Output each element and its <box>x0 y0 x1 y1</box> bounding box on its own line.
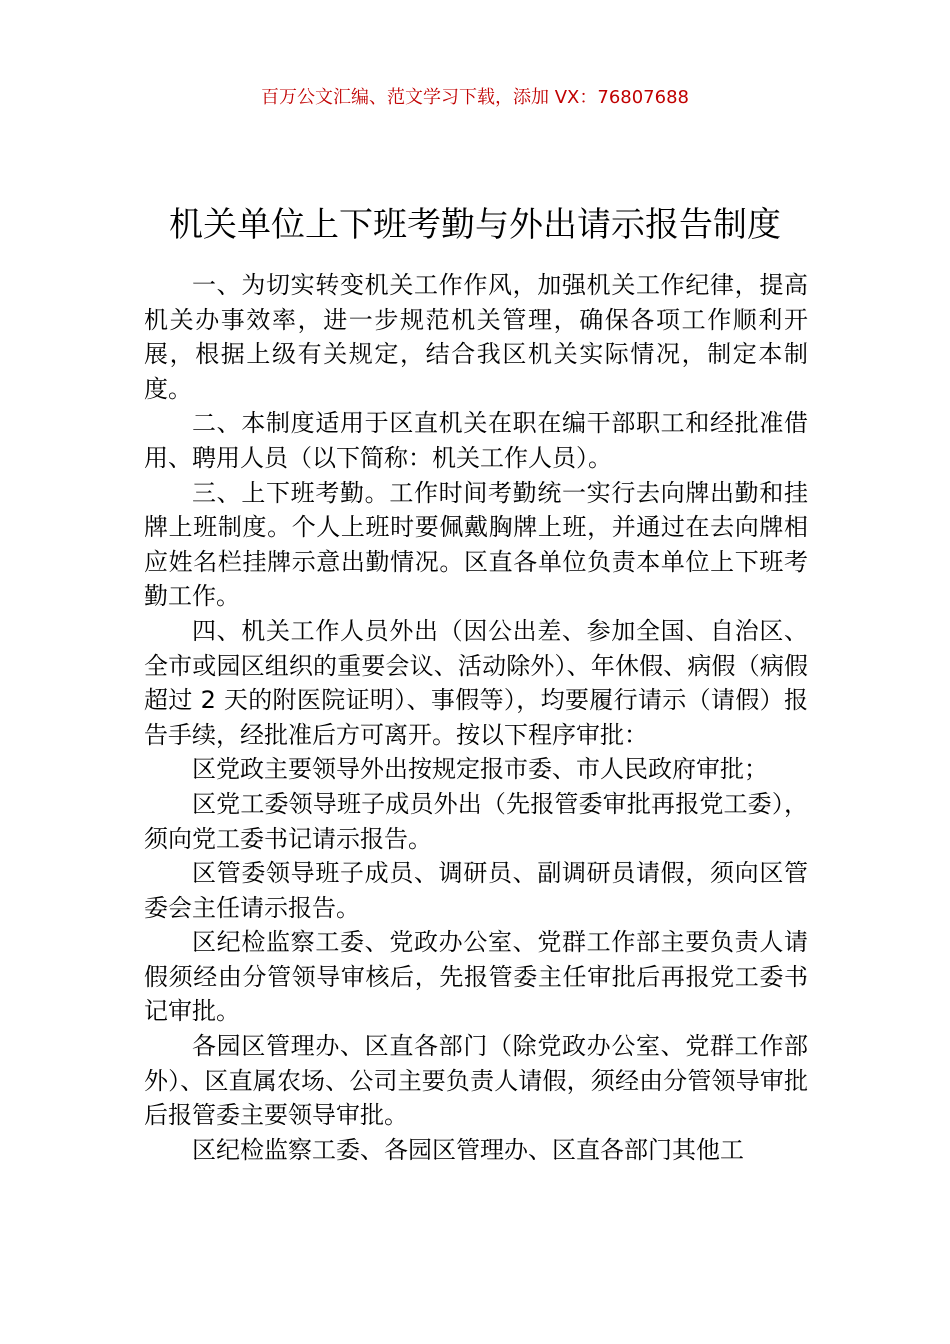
paragraph-4: 四、机关工作人员外出（因公出差、参加全国、自治区、全市或园区组织的重要会议、活动除外）、年休假、病假（病假超过 2 天的附医院证明）、事假等），均要履行请示（请假）报告手续，经批准后方可离开。按以下程序审批： <box>144 616 808 749</box>
paragraph-6: 区党工委领导班子成员外出（先报管委审批再报党工委），须向党工委书记请示报告。 <box>144 789 808 853</box>
paragraph-7: 区管委领导班子成员、调研员、副调研员请假，须向区管委会主任请示报告。 <box>144 859 808 922</box>
paragraph-9: 各园区管理办、区直各部门（除党政办公室、党群工作部外）、区直属农场、公司主要负责人请假，须经由分管领导审批后报管委主要领导审批。 <box>144 1032 808 1130</box>
document-title: 机关单位上下班考勤与外出请示报告制度 <box>169 204 781 245</box>
paragraph-10: 区纪检监察工委、各园区管理办、区直各部门其他工 <box>192 1135 744 1164</box>
paragraph-5: 区党政主要领导外出按规定报市委、市人民政府审批； <box>192 755 768 784</box>
paragraph-8: 区纪检监察工委、党政办公室、党群工作部主要负责人请假须经由分管领导审核后，先报管委主任审批后再报党工委书记审批。 <box>144 928 808 1026</box>
paragraph-3: 三、上下班考勤。工作时间考勤统一实行去向牌出勤和挂牌上班制度。个人上班时要佩戴胸牌上班，并通过在去向牌相应姓名栏挂牌示意出勤情况。区直各单位负责本单位上下班考勤工作。 <box>144 478 808 611</box>
paragraph-2: 二、本制度适用于区直机关在职在编干部职工和经批准借用、聘用人员（以下简称：机关工作人员）。 <box>144 409 808 472</box>
header-note: 百万公文汇编、范文学习下载，添加 VX：76807688 <box>261 87 689 108</box>
paragraph-1: 一、为切实转变机关工作作风，加强机关工作纪律，提高机关办事效率，进一步规范机关管理，确保各项工作顺利开展，根据上级有关规定，结合我区机关实际情况，制定本制度。 <box>144 271 808 403</box>
document-body <box>144 268 808 1167</box>
